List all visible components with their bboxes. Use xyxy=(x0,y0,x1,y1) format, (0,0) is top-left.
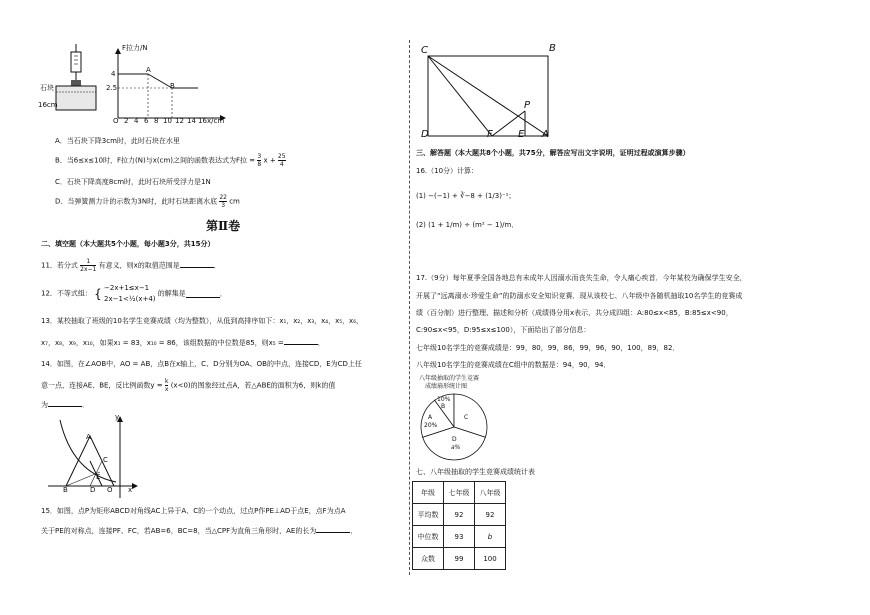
x-tick-10: 10 xyxy=(163,117,172,125)
fig15-f-label: F xyxy=(487,129,493,140)
fig15-c-label: C xyxy=(421,45,428,56)
question-17-line1: 17.（9分）每年夏季全国各地总有未成年人因溺水而丧失生命，令人痛心疾首．今年某校为确保学生安全， xyxy=(416,274,747,282)
pie-label-a-pct: 20% xyxy=(424,422,438,429)
table-cell: 92 xyxy=(475,504,506,526)
question-15-line1: 15．如图，点P为矩形ABCD对角线AC上异于A、C的一个动点，过点P作PE⊥AD于点E，点F为点A xyxy=(41,507,346,515)
stats-table xyxy=(412,481,506,570)
table-cell: 99 xyxy=(444,548,475,570)
point-b-label: B xyxy=(170,82,175,90)
x-tick-2: 2 xyxy=(124,117,129,125)
table-row xyxy=(413,548,506,570)
x-tick-8: 8 xyxy=(154,117,159,125)
option-d: D．当弹簧测力计的示数为3N时，此时石块距离水底 $\frac{22}{3}$ cm xyxy=(55,194,240,209)
fig15-a-label: A xyxy=(542,129,549,140)
table-header-row xyxy=(413,482,506,504)
question-15-line2: 关于PE的对称点，连接PF、FC，若AB=6，BC=8，当△CPF为直角三角形时，AE的长为 ． xyxy=(41,527,358,535)
x-tick-o: O xyxy=(113,117,119,125)
table-header-cell: 七年级 xyxy=(444,482,475,504)
table-cell: 100 xyxy=(475,548,506,570)
question-16: 16.（10分）计算： xyxy=(416,167,479,175)
fig15-p-label: P xyxy=(524,100,531,111)
table-header-cell: 年级 xyxy=(413,482,444,504)
table-cell: 平均数 xyxy=(413,504,444,526)
table-row xyxy=(413,504,506,526)
column-divider xyxy=(409,40,410,575)
x-tick-4: 4 xyxy=(134,117,139,125)
pie-label-d: D xyxy=(452,436,457,443)
question-16-1: (1) −(−1) + ∛−8 + (1/3)⁻¹； xyxy=(416,192,516,200)
point-a-label: A xyxy=(146,66,151,74)
table-cell: 中位数 xyxy=(413,526,444,548)
table-cell: 92 xyxy=(444,504,475,526)
question-17-grade8: 八年级10名学生的竞赛成绩在C组中的数据是：94，90，94． xyxy=(416,361,611,369)
fig14-x-label: x xyxy=(128,486,133,494)
force-distance-graph xyxy=(108,48,228,126)
fig15-e-label: E xyxy=(518,129,525,140)
fig15-b-label: B xyxy=(549,43,556,54)
fig14-o-label: O xyxy=(107,486,113,494)
fig14-e-label: E xyxy=(96,473,101,481)
question-14-line3: 为 ． xyxy=(41,401,89,409)
fig15-d-label: D xyxy=(421,129,429,140)
fig14-a-label: A xyxy=(86,433,91,441)
question-17-line4: C:90≤x<95，D:95≤x≤100），下面给出了部分信息： xyxy=(416,326,591,334)
table-header-cell: 八年级 xyxy=(475,482,506,504)
question-14-line2: 意一点，连接AE、BE，反比例函数y = $\frac{k}{x}$ (x<0)的图象经过点A，若△ABE的面积为6，则k的值 xyxy=(41,378,336,393)
option-c: C．石块下降高度8cm时，此时石块所受浮力是1N xyxy=(55,178,211,186)
table-cell: 众数 xyxy=(413,548,444,570)
y-tick-2-5: 2.5 xyxy=(106,84,118,92)
table-caption: 七、八年级抽取的学生竞赛成绩统计表 xyxy=(416,468,535,476)
question-13-line2: x₇，x₈，x₉，x₁₀，如果x₁ = 83，x₁₀ = 86，该组数据的中位数是85，则x₅ = ． xyxy=(41,339,325,347)
x-tick-12: 12 xyxy=(175,117,184,125)
question-17-line2: 开展了“远离溺水·珍爱生命”的防溺水安全知识竞赛．现从该校七、八年级中各随机抽取10名学生的竞赛成 xyxy=(416,292,743,300)
pie-title-2: 成绩扇形统计图 xyxy=(425,383,468,390)
pie-label-b-pct: 10% xyxy=(437,396,451,403)
question-13-line1: 13．某校抽取了班级的10名学生竞赛成绩（均为整数），从低到高排序如下：x₁，x₂，x₃，x₄，x₅，x₆， xyxy=(41,317,364,325)
question-17-grade7: 七年级10名学生的竞赛成绩是：99，80，99，86，99，96，90，100，89，82． xyxy=(416,344,680,352)
part3-header: 三、解答题（本大题共8个小题，共75分，解答应写出文字说明，证明过程或演算步骤） xyxy=(416,149,690,157)
pie-label-d-pct: a% xyxy=(451,444,461,451)
depth-label: 16cm xyxy=(38,101,58,109)
fig14-b-label: B xyxy=(63,486,68,494)
pie-label-a: A xyxy=(428,414,433,421)
x-tick-16: 16 xyxy=(198,117,207,125)
f-segment-2 xyxy=(148,74,172,88)
question-17-line3: 绩（百分制）进行整理、描述和分析（成绩得分用x表示，共分成四组：A:80≤x<85，B:85≤x<90， xyxy=(416,309,733,317)
question-12: 12．不等式组： { −2x+1≤x−1 2x−1<½(x+4) 的解集是 ． xyxy=(41,284,227,303)
fig14-d-label: D xyxy=(90,486,96,494)
figure-15 xyxy=(420,48,560,140)
pie-label-c: C xyxy=(464,414,469,421)
option-a: A．当石块下降3cm时，此时石块在水里 xyxy=(55,137,180,145)
x-axis-label: x/cm xyxy=(207,117,225,125)
question-11: 11．若分式 $\frac{1}{2x-1}$ 有意义，则x的取值范围是 ． xyxy=(41,258,221,273)
y-tick-4: 4 xyxy=(111,70,116,78)
pie-label-b: B xyxy=(441,403,446,410)
fig14-y-label: y xyxy=(115,413,120,421)
table-cell: b xyxy=(475,526,506,548)
x-tick-6: 6 xyxy=(144,117,149,125)
stone-label: 石块 xyxy=(40,84,54,92)
part2-header: 二、填空题（本大题共5个小题，每小题3分，共15分） xyxy=(41,240,215,248)
question-14-line1: 14．如图，在∠AOB中，AO = AB，点B在x轴上，C、D分别为OA、OB的中点，连接CD，E为CD上任 xyxy=(41,360,362,368)
fig14-c-label: C xyxy=(103,456,108,464)
section-title: 第Ⅱ卷 xyxy=(206,219,241,233)
y-axis-label: F拉力/N xyxy=(122,44,148,52)
option-b: B．当6≤x≤10时，F拉力(N)与x(cm)之间的函数表达式为F拉 = $\frac{3}{8}$ x + $\frac{25}{4}$ xyxy=(55,153,286,168)
question-16-2: (2) (1 + 1/m) ÷ (m² − 1)/m． xyxy=(416,221,519,229)
table-row xyxy=(413,526,506,548)
table-cell: 93 xyxy=(444,526,475,548)
x-tick-14: 14 xyxy=(187,117,196,125)
pie-title-1: 八年级抽取的学生竞赛 xyxy=(419,375,480,382)
